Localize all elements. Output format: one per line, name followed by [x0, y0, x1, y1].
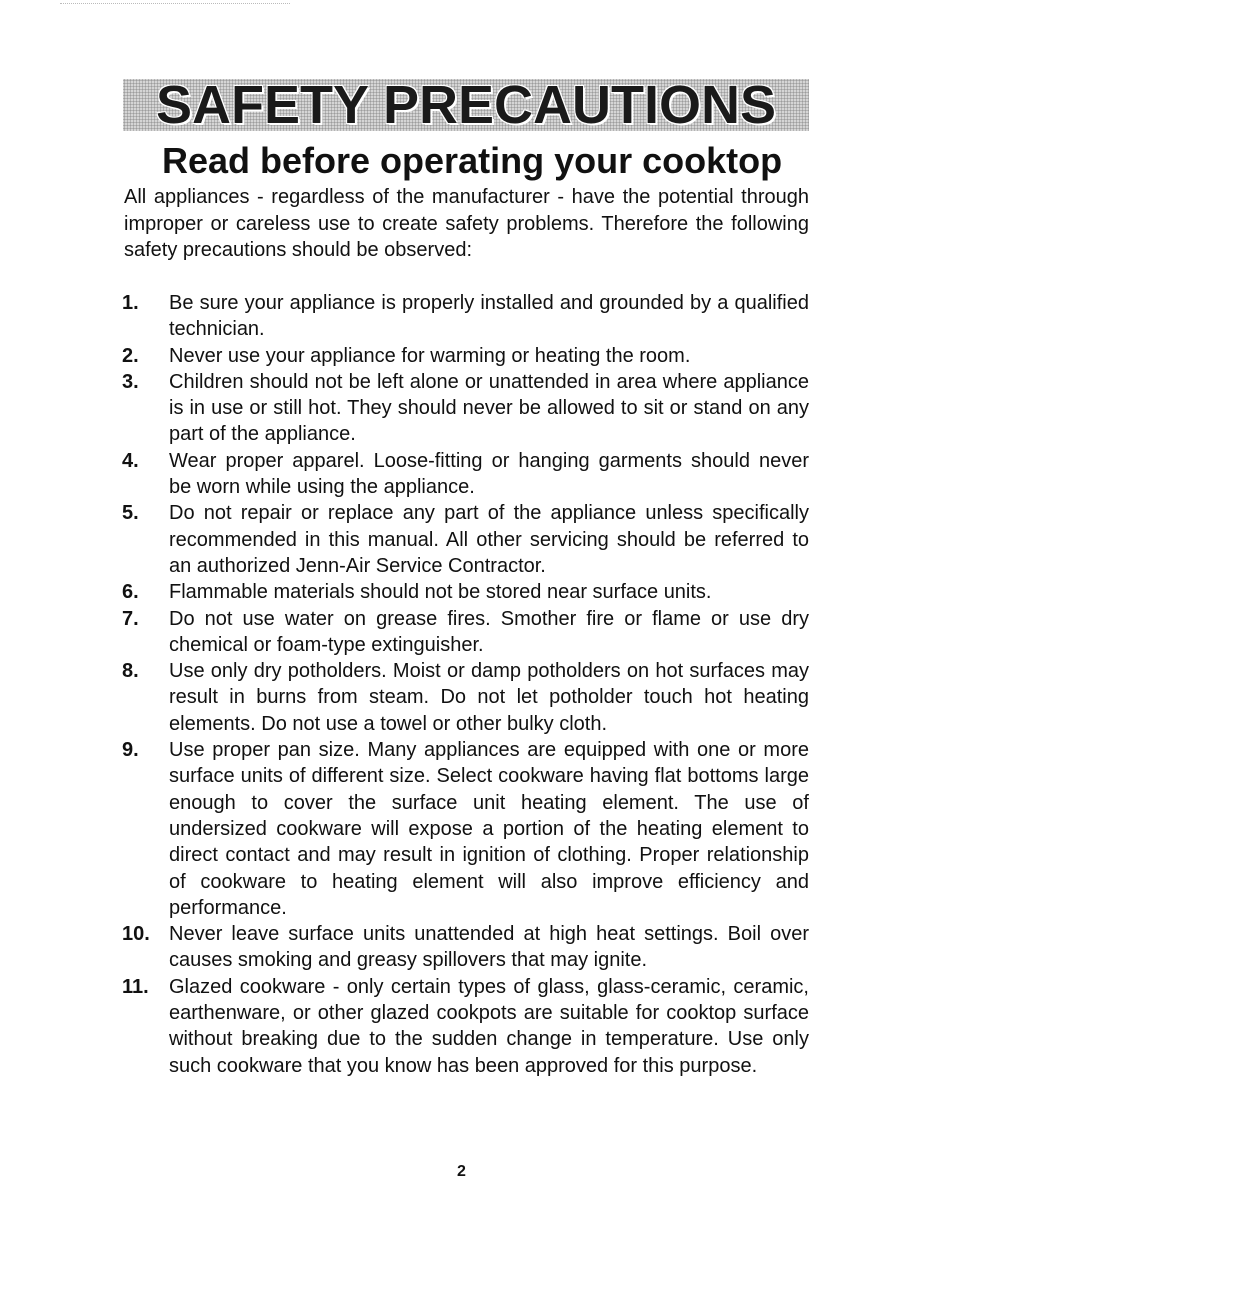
- section-banner: [123, 75, 809, 135]
- item-number: 11.: [122, 975, 149, 998]
- list-item: [124, 974, 809, 1079]
- item-number: 7.: [122, 607, 139, 630]
- list-item: [124, 737, 809, 921]
- item-number: 6.: [122, 581, 139, 604]
- page-subtitle: Read before operating your cooktop: [162, 140, 783, 181]
- scan-artifact: [60, 3, 290, 6]
- item-number: 9.: [122, 739, 139, 762]
- list-item: [124, 658, 809, 737]
- item-text: Never leave surface units unattended at high heat settings. Boil over causes smoking and greasy spillovers that may ignite.: [169, 923, 809, 972]
- list-item: [124, 343, 809, 369]
- item-number: 10.: [122, 923, 150, 946]
- item-text: Use proper pan size. Many appliances are equipped with one or more surface units of different size. Select cookware having flat bottoms large enough to cover the surface unit heating element. The use of undersized cookware will expose a portion of the heating element to direct contact and may result in ignition of clothing. Proper relationship of cookware to heating element will also improve efficiency and performance.: [169, 739, 809, 919]
- item-number: 2.: [122, 344, 139, 367]
- item-text: Flammable materials should not be stored near surface units.: [169, 581, 712, 604]
- precautions-list: [124, 290, 809, 1079]
- item-number: 8.: [122, 660, 139, 683]
- item-number: 1.: [122, 292, 139, 314]
- item-text: Never use your appliance for warming or heating the room.: [169, 344, 691, 367]
- item-text: Do not use water on grease fires. Smother fire or flame or use dry chemical or foam-type extinguisher.: [169, 607, 809, 656]
- item-number: 5.: [122, 502, 139, 525]
- item-text: Wear proper apparel. Loose-fitting or hanging garments should never be worn while using the appliance.: [169, 449, 809, 499]
- list-item: [124, 290, 809, 343]
- item-text: Children should not be left alone or unattended in area where appliance is in use or still hot. They should never be allowed to sit or stand on any part of the appliance.: [169, 370, 809, 446]
- page-number: 2: [457, 1163, 466, 1180]
- list-item: [124, 500, 809, 579]
- item-text: Glazed cookware - only certain types of glass, glass-ceramic, ceramic, earthenware, or other glazed cookpots are suitable for cooktop surface without breaking due to the sudden change in temperature. Use only such cookware that you know has been approved for this purpose.: [169, 975, 809, 1077]
- list-item: [124, 579, 809, 605]
- banner-title: SAFETY PRECAUTIONS: [155, 75, 777, 135]
- item-text: Do not repair or replace any part of the appliance unless specifically recommended in this manual. All other servicing should be referred to an authorized Jenn-Air Service Contractor.: [169, 502, 809, 577]
- list-item: [124, 606, 809, 659]
- intro-paragraph: All appliances - regardless of the manufacturer - have the potential through improper or careless use to create safety problems. Therefore the following safety precautions should be observed:: [124, 186, 809, 261]
- list-item: [124, 921, 809, 974]
- item-text: Use only dry potholders. Moist or damp potholders on hot surfaces may result in burns from steam. Do not let potholder touch hot heating elements. Do not use a towel or other bulky cloth.: [169, 660, 809, 735]
- list-item: [124, 448, 809, 501]
- item-number: 4.: [122, 449, 139, 472]
- list-item: [124, 369, 809, 448]
- item-text: Be sure your appliance is properly installed and grounded by a qualified technician.: [169, 292, 809, 341]
- item-number: 3.: [122, 370, 139, 393]
